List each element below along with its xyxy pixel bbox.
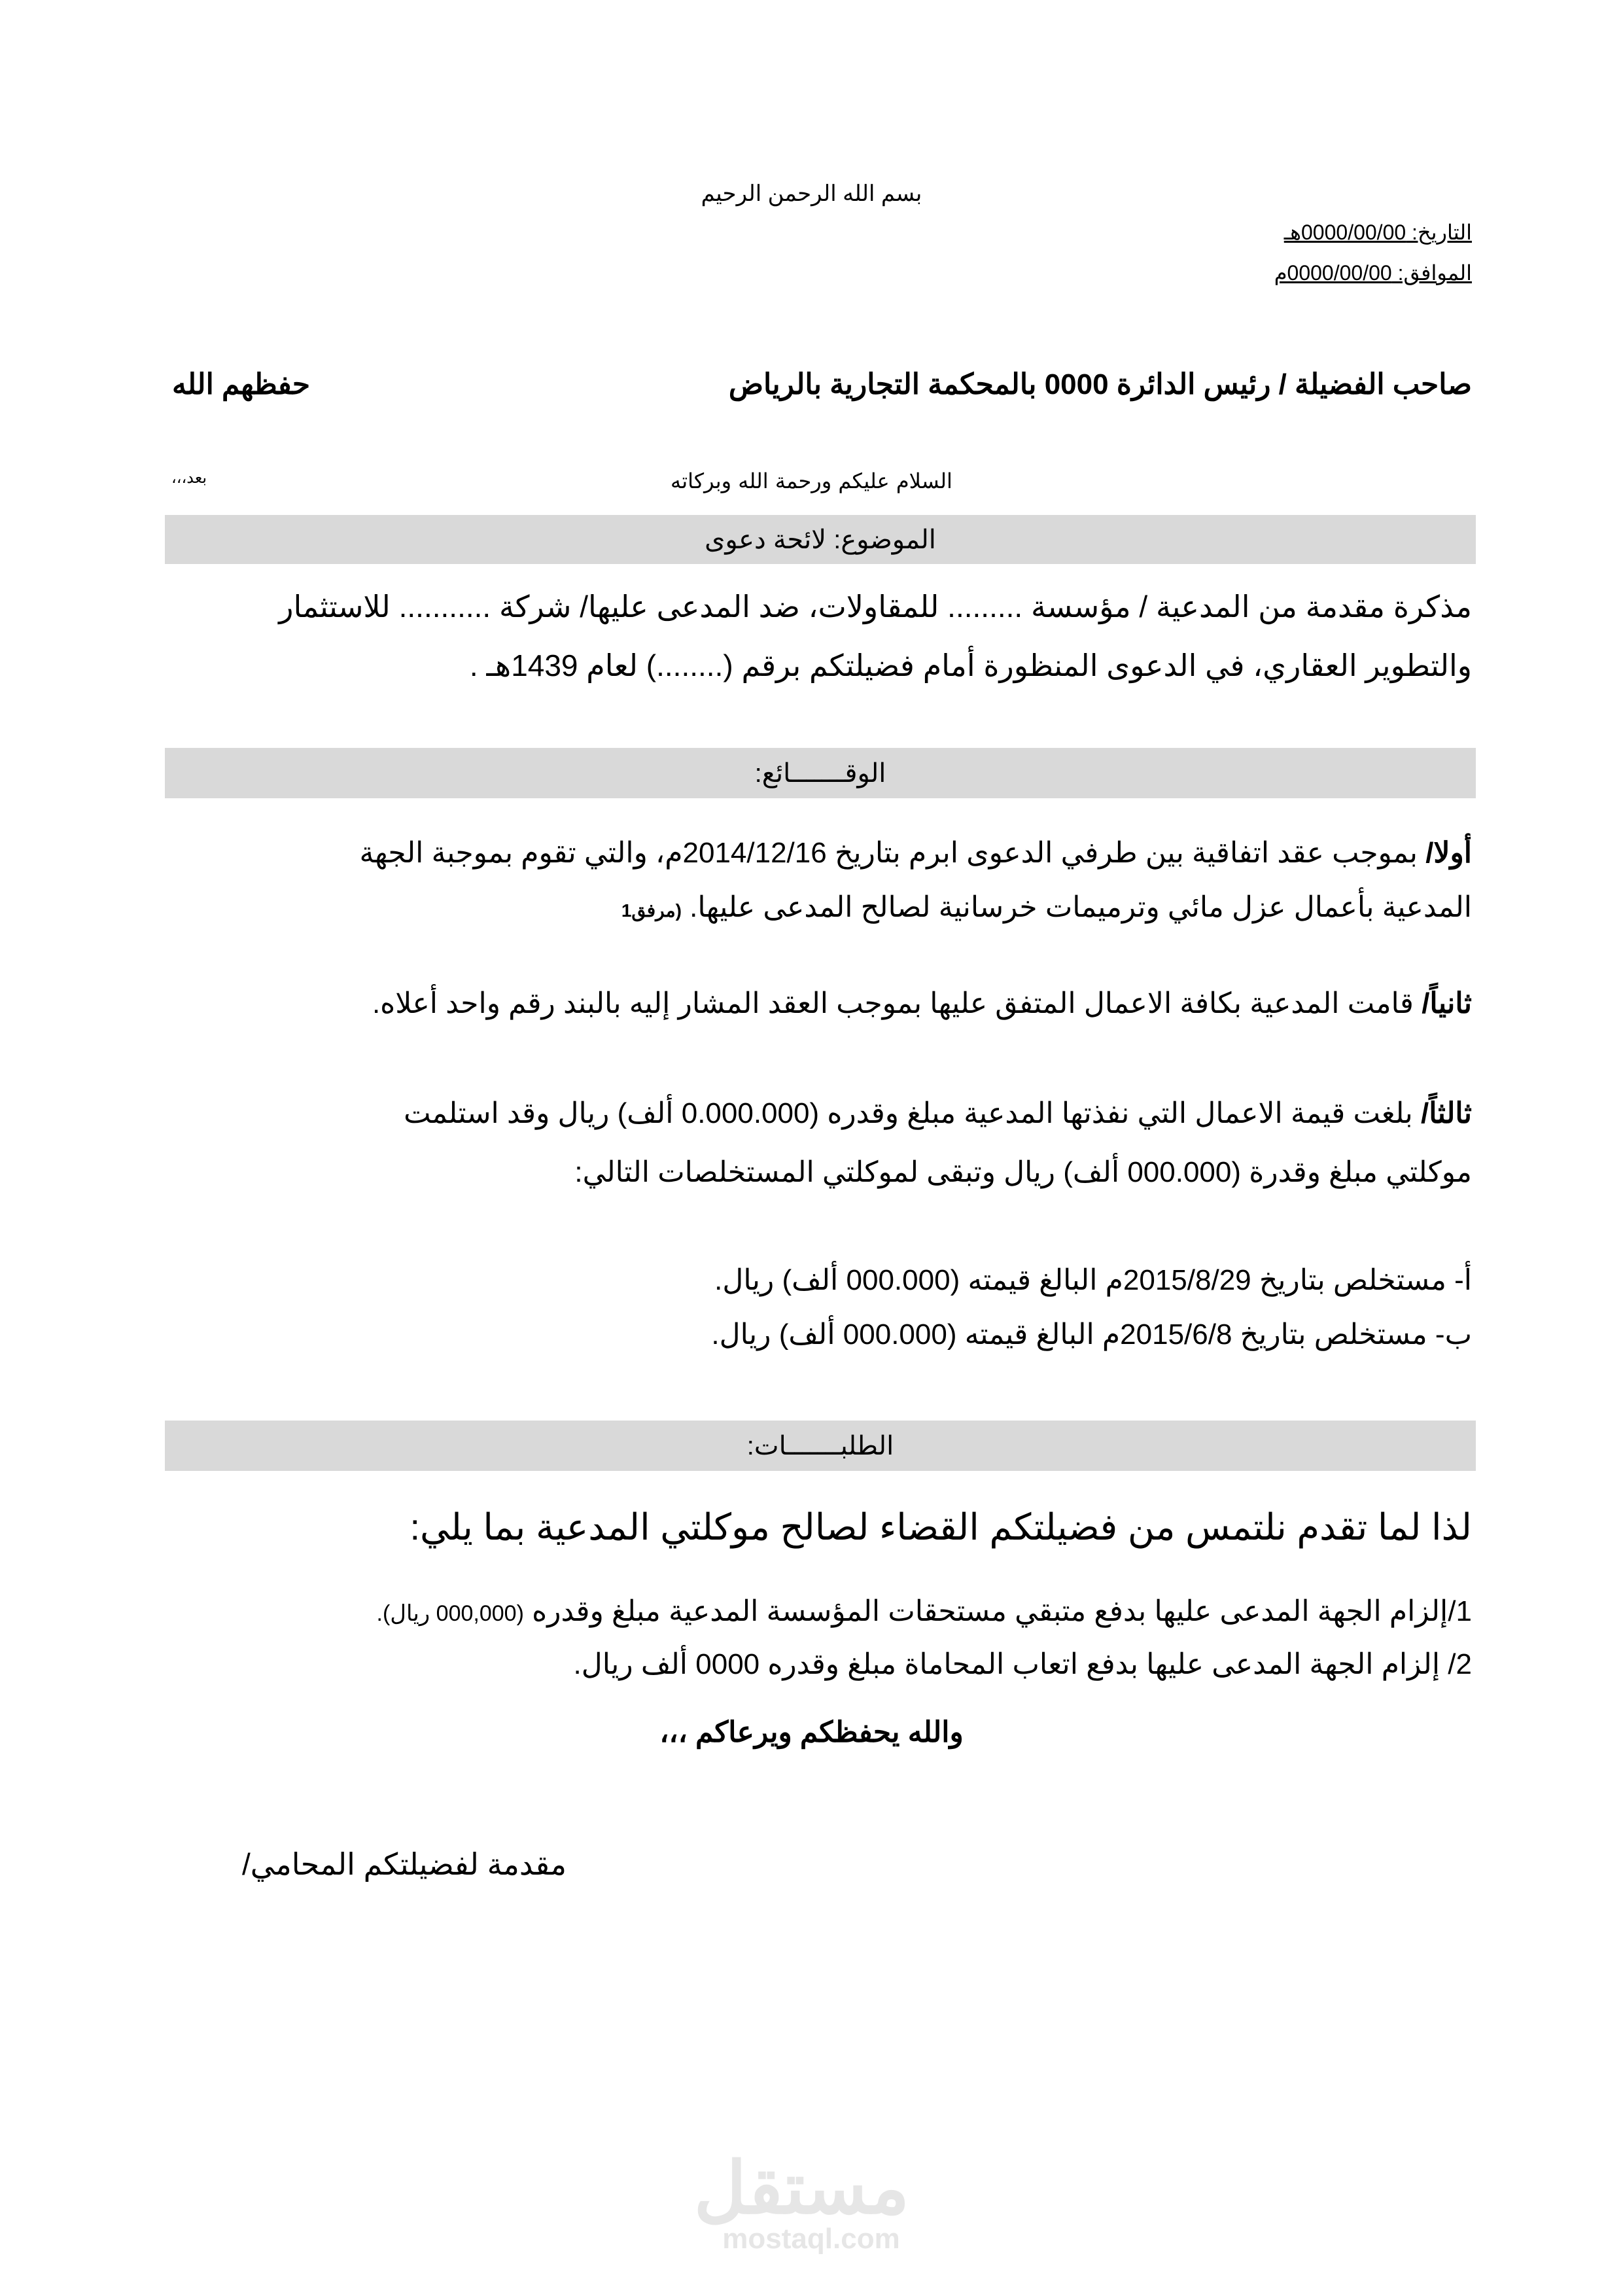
fact-second	[372, 987, 1472, 1021]
watermark-latin: mostaql.com	[722, 2223, 900, 2255]
request-item-2: 2/ إلزام الجهة المدعى عليها بدفع اتعاب المحاماة مبلغ وقدره 0000 ألف ريال.	[573, 1648, 1472, 1680]
requests-heading: الطلبـــــــات:	[746, 1431, 894, 1460]
fact-first-line-1	[359, 836, 1472, 871]
facts-heading-bar	[165, 748, 1476, 798]
fact-second-text: قامت المدعية بكافة الاعمال المتفق عليها بموجب العقد المشار إليه بالبند رقم واحد أعلاه.	[372, 987, 1414, 1019]
subject-bar	[165, 515, 1476, 564]
fact-first-text-1: بموجب عقد اتفاقية بين طرفي الدعوى ابرم بتاريخ 2014/12/16م، والتي تقوم بموجبة الجهة	[359, 837, 1418, 869]
subject: الموضوع: لائحة دعوى	[705, 525, 936, 554]
addressee-title: صاحب الفضيلة / رئيس الدائرة 0000 بالمحكمة التجارية بالرياض	[728, 368, 1472, 400]
hijri-date: التاريخ: 0000/00/00هـ	[1283, 221, 1472, 244]
greeting-salam: السلام عليكم ورحمة الله وبركاته	[671, 468, 952, 493]
request-item-1-text: 1/إلزام الجهة المدعى عليها بدفع متبقي مستحقات المؤسسة المدعية مبلغ وقدره	[532, 1595, 1472, 1627]
request-item-1	[377, 1595, 1473, 1629]
fact-second-label: ثانياً/	[1422, 987, 1472, 1019]
fact-third-text-1: بلغت قيمة الاعمال التي نفذتها المدعية مبلغ وقدره (0.000.000 ألف) ريال وقد استلمت	[404, 1097, 1413, 1129]
fact-item-a: أ- مستخلص بتاريخ 2015/8/29م البالغ قيمته (000.000 ألف) ريال.	[714, 1264, 1472, 1296]
basmala: بسم الله الرحمن الرحيم	[701, 181, 922, 206]
watermark-arabic: مستقل	[693, 2148, 909, 2229]
signature: مقدمة لفضيلتكم المحامي/	[242, 1847, 567, 1881]
fact-first-text-2: المدعية بأعمال عزل مائي وترميمات خرسانية لصالح المدعى عليها.	[689, 891, 1472, 923]
requests-lead: لذا لما تقدم نلتمس من فضيلتكم القضاء لصالح موكلتي المدعية بما يلي:	[410, 1506, 1472, 1547]
fact-first-line-2	[621, 891, 1472, 925]
request-item-1-amount: (000,000 ريال).	[376, 1601, 524, 1626]
fact-third-label: ثالثاً/	[1421, 1097, 1472, 1129]
gregorian-date: الموافق: 0000/00/00م	[1274, 261, 1472, 285]
fact-third-line-2: موكلتي مبلغ وقدرة (000.000 ألف) ريال وتبقى لموكلتي المستخلصات التالي:	[574, 1156, 1472, 1188]
intro-line-2: والتطوير العقاري، في الدعوى المنظورة أمام فضيلتكم برقم (........) لعام 1439هـ .	[469, 648, 1472, 682]
addressee-blessing: حفظهم الله	[172, 368, 311, 400]
requests-heading-bar	[165, 1421, 1476, 1471]
mostaql-watermark	[693, 2148, 909, 2255]
fact-item-b: ب- مستخلص بتاريخ 2015/6/8م البالغ قيمته (000.000 ألف) ريال.	[711, 1318, 1472, 1351]
facts-heading: الوقـــــــائع:	[754, 758, 886, 788]
greeting-baad: بعد،،،	[171, 468, 207, 487]
intro-line-1: مذكرة مقدمة من المدعية / مؤسسة ......... للمقاولات، ضد المدعى عليها/ شركة ........... للاستثمار	[279, 590, 1472, 624]
closing: والله يحفظكم ويرعاكم ،،،	[659, 1716, 964, 1748]
fact-first-label: أولا/	[1425, 837, 1472, 869]
fact-third-line-1	[404, 1097, 1472, 1131]
fact-first-attachment: (مرفق1	[621, 900, 682, 921]
